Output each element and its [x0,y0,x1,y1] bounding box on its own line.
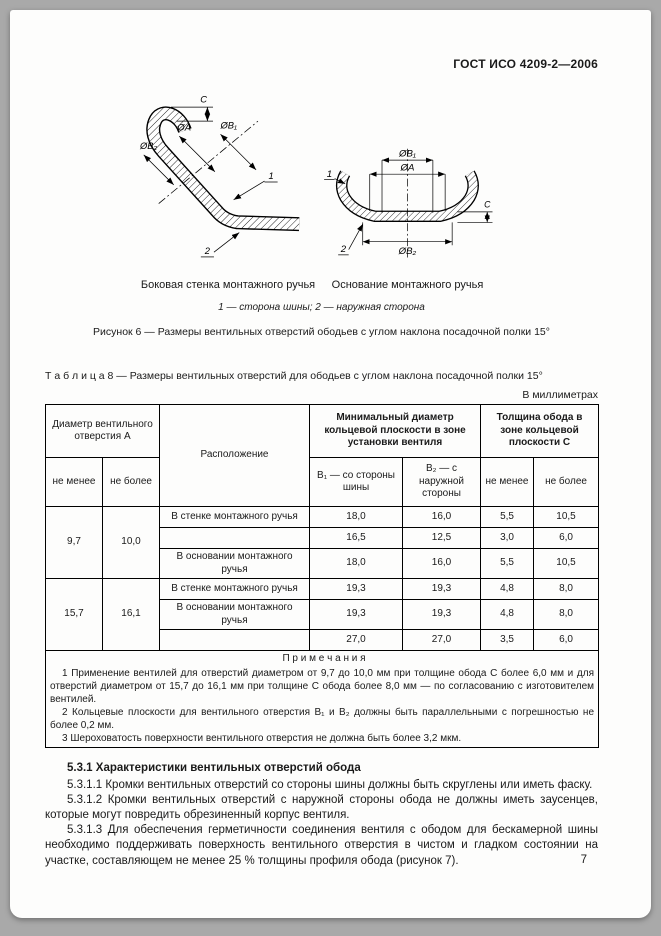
header-c-max: не более [534,458,599,507]
page-number: 7 [580,854,587,866]
cell-b1: 18,0 [310,549,403,579]
section-paragraph: 5.3.1.3 Для обеспечения герметичности соединения вентиля с ободом для бескамерной шины необходимо поддерживать поверхность вентильного отверстия в чистом и гладком состоянии на участке, составляющем не менее 25 % толщины профиля обода (рисунок 7). [45,824,598,867]
header-b1: В₁ — со стороны шины [310,458,403,507]
cell-b2: 19,3 [403,600,481,630]
cell-a-min: 9,7 [46,507,103,579]
cell-c-max: 10,5 [534,549,599,579]
cell-location: В основании монтажного ручья [160,600,310,630]
figure-title: Рисунок 6 — Размеры вентильных отверстий ободьев с углом наклона посадочной полки 15° [93,326,550,338]
dim-label-b2: ØB₂ [139,141,158,152]
table-row [46,579,599,600]
section-paragraph: 5.3.1.1 Кромки вентильных отверстий со стороны шины должны быть скруглены или иметь фаску. [67,778,593,791]
cell-c-max: 6,0 [534,528,599,549]
table-label: Т а б л и ц а 8 [45,370,114,382]
cell-b1: 18,0 [310,507,403,528]
svg-text:2: 2 [204,246,211,257]
cell-b2: 27,0 [403,630,481,651]
cell-b1: 16,5 [310,528,403,549]
cell-a-min: 15,7 [46,579,103,651]
document-page [10,10,651,918]
figure-6-drawings [45,91,598,273]
dim-label-b1: ØB₁ [398,148,416,160]
dim-label-c: C [484,199,491,210]
dim-label-b2: ØB₂ [398,245,417,257]
dim-label-c: C [200,94,208,105]
cell-b2: 12,5 [403,528,481,549]
header-min-diameter: Минимальный диаметр кольцевой плоскости в зоне установки вентиля [310,405,481,458]
notes-title: П р и м е ч а н и я [282,653,366,664]
left-figure-drawing [125,93,331,271]
cell-location: В основании монтажного ручья [160,549,310,579]
cell-c-max: 8,0 [534,600,599,630]
note-item: 3 Шероховатость поверхности вентильного отверстия не должна быть более 3,2 мкм. [62,732,462,744]
table-caption [45,370,598,382]
cell-b2: 16,0 [403,549,481,579]
header-b2: В₂ — с наружной стороны [403,458,481,507]
cell-b1: 27,0 [310,630,403,651]
dimension-lines [363,149,493,258]
section-5-3-1 [45,761,598,869]
table-caption-text: — Размеры вентильных отверстий для ободьев с углом наклона посадочной полки 15° [116,370,543,382]
figure-legend: 1 — сторона шины; 2 — наружная сторона [218,302,425,313]
table-units: В миллиметрах [522,389,598,401]
header-diameter: Диаметр вентильного отверстия А [46,405,160,458]
header-location: Расположение [160,405,310,507]
cell-b2: 19,3 [403,579,481,600]
cell-location: В стенке монтажного ручья [160,507,310,528]
cell-c-max: 8,0 [534,579,599,600]
cell-location [160,630,310,651]
svg-text:1: 1 [268,171,274,182]
table-row [46,507,599,528]
dim-label-b1: ØB₁ [220,120,237,131]
header-thickness: Толщина обода в зоне кольцевой плоскости С [481,405,599,458]
callout-2 [338,224,363,255]
dim-label-a: ØA [400,162,415,174]
header-a-min: не менее [46,458,103,507]
section-paragraph: 5.3.1.2 Кромки вентильных отверстий с наружной стороны обода не должны иметь заусенцев, которые могут повредить обрезиненный корпус вентиля. [45,793,598,822]
cell-c-min: 3,0 [481,528,534,549]
note-item: 2 Кольцевые плоскости для вентильного отверстия В₁ и В₂ должны быть параллельными с погрешностью не более 0,2 мм. [50,706,595,731]
table-notes-row [46,651,599,748]
cell-c-min: 3,5 [481,630,534,651]
svg-text:1: 1 [326,168,333,180]
cell-b1: 19,3 [310,600,403,630]
document-title: ГОСТ ИСО 4209-2—2006 [453,57,598,71]
cell-a-max: 10,0 [103,507,160,579]
header-a-max: не более [103,458,160,507]
caption-left-drawing: Боковая стенка монтажного ручья [140,279,316,291]
cell-c-max: 10,5 [534,507,599,528]
cell-c-min: 4,8 [481,579,534,600]
section-heading: 5.3.1 Характеристики вентильных отверстий обода [67,761,361,774]
callout-1 [234,171,278,200]
cell-b1: 19,3 [310,579,403,600]
right-figure-drawing [317,147,497,261]
header-c-min: не менее [481,458,534,507]
callout-2 [201,233,239,257]
dim-label-a: ØA [177,122,191,133]
cell-c-min: 5,5 [481,549,534,579]
cell-location [160,528,310,549]
cell-c-min: 5,5 [481,507,534,528]
cell-a-max: 16,1 [103,579,160,651]
cell-c-min: 4,8 [481,600,534,630]
caption-right-drawing: Основание монтажного ручья [331,279,484,291]
note-item: 1 Применение вентилей для отверстий диаметром от 9,7 до 10,0 мм при толщине обода С более 6,0 мм и для отверстий диаметром от 15,7 до 16,1 мм при толщине С обода более 8,0 мм — по согласованию с изготовителем вентилей. [50,667,595,705]
cell-b2: 16,0 [403,507,481,528]
svg-text:2: 2 [340,244,347,256]
cell-location: В стенке монтажного ручья [160,579,310,600]
cell-c-max: 6,0 [534,630,599,651]
table-8 [45,404,599,748]
